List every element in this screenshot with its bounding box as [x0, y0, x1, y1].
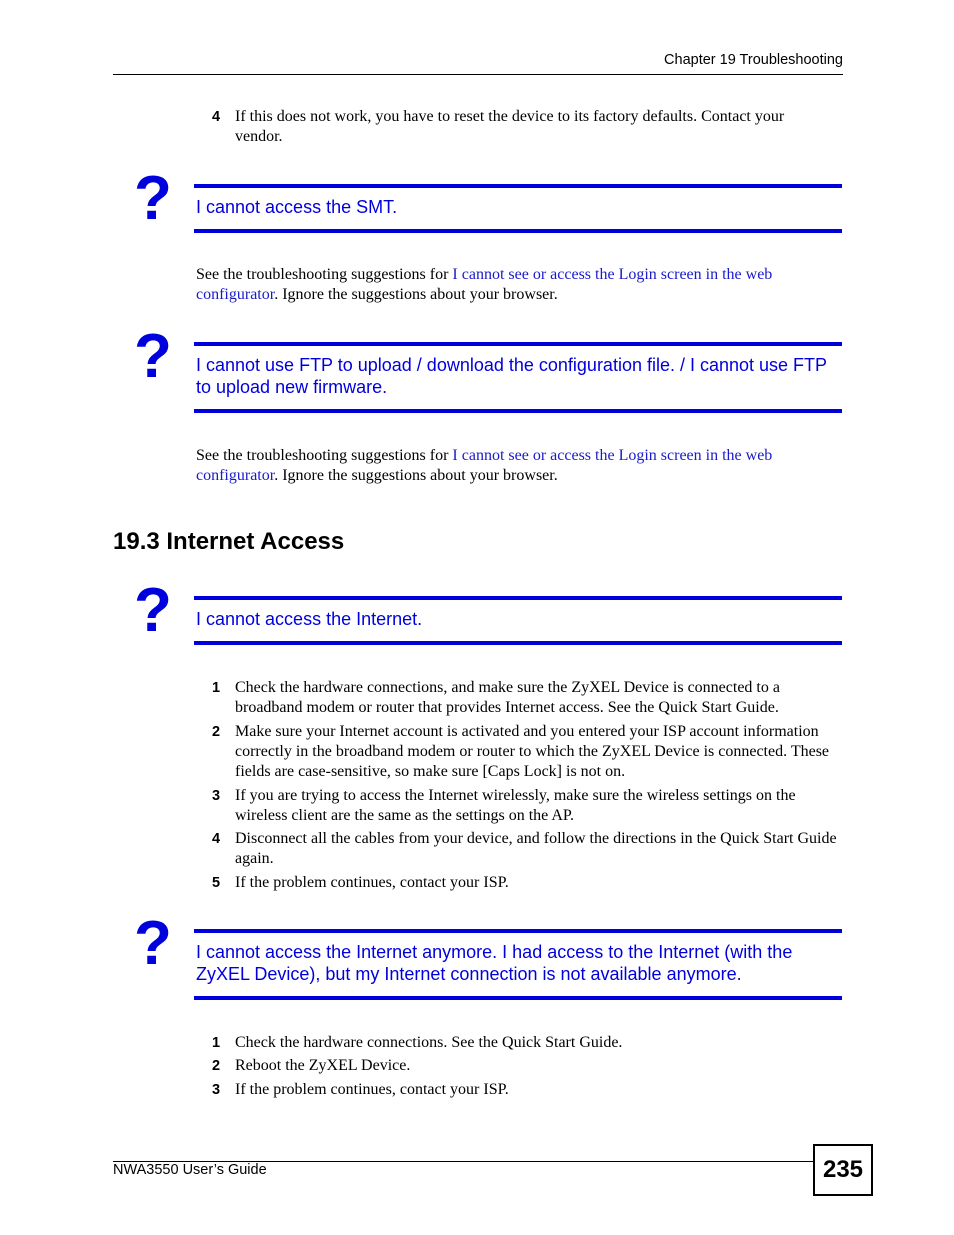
question-bottom-rule: [194, 409, 842, 413]
question-mark-icon: ?: [134, 322, 172, 391]
question-top-rule: [194, 596, 842, 600]
question-title: I cannot use FTP to upload / download the configuration file. / I cannot use FTP to upload new firmware.: [196, 355, 827, 397]
step-number: 4: [212, 109, 221, 125]
question-mark-icon: ?: [134, 576, 172, 645]
step-text: If the problem continues, contact your ISP.: [235, 1081, 509, 1098]
answer-paragraph: [196, 265, 826, 305]
cross-reference-link[interactable]: I cannot see or access the Login screen in the web configurator: [196, 447, 773, 484]
step-number: 5: [212, 875, 221, 891]
step-text: Check the hardware connections. See the Quick Start Guide.: [235, 1034, 623, 1051]
header-rule: [113, 74, 843, 75]
question-title: I cannot access the SMT.: [196, 197, 398, 217]
footer-guide-title: NWA3550 User’s Guide: [113, 1162, 267, 1178]
step-text: Make sure your Internet account is activated and you entered your ISP account information correctly in the broadband modem or router to which the ZyXEL Device is connected. These fields are case-sensitive, so make sure [Caps Lock] is not on.: [235, 723, 830, 780]
step-text: If this does not work, you have to reset the device to its factory defaults. Contact your vendor.: [235, 108, 785, 145]
answer-text: See the troubleshooting suggestions for: [196, 447, 453, 464]
question-top-rule: [194, 929, 842, 933]
step-text: If the problem continues, contact your ISP.: [235, 874, 509, 891]
step-number: 2: [212, 1058, 221, 1074]
question-bottom-rule: [194, 641, 842, 645]
question-title: I cannot access the Internet anymore. I had access to the Internet (with the ZyXEL Device), but my Internet connection is not available anymore.: [196, 942, 793, 984]
answer-text: . Ignore the suggestions about your browser.: [274, 286, 558, 303]
section-heading: 19.3 Internet Access: [113, 528, 345, 555]
step-text: If you are trying to access the Internet wirelessly, make sure the wireless settings on the wireless client are the same as the settings on the AP.: [235, 787, 796, 824]
step-text: Reboot the ZyXEL Device.: [235, 1057, 411, 1074]
cross-reference-link[interactable]: I cannot see or access the Login screen in the web configurator: [196, 266, 773, 303]
page-number: 235: [813, 1144, 873, 1196]
step-number: 1: [212, 1035, 221, 1051]
question-top-rule: [194, 184, 842, 188]
step-text: Disconnect all the cables from your device, and follow the directions in the Quick Start Guide again.: [235, 830, 837, 867]
step-number: 3: [212, 1082, 221, 1098]
answer-text: . Ignore the suggestions about your browser.: [274, 467, 558, 484]
step-number: 2: [212, 724, 221, 740]
running-header: Chapter 19 Troubleshooting: [664, 52, 843, 68]
step-text: Check the hardware connections, and make sure the ZyXEL Device is connected to a broadband modem or router that provides Internet access. See the Quick Start Guide.: [235, 679, 780, 716]
question-mark-icon: ?: [134, 909, 172, 978]
step-number: 1: [212, 680, 221, 696]
question-title: I cannot access the Internet.: [196, 609, 423, 629]
question-bottom-rule: [194, 229, 842, 233]
question-bottom-rule: [194, 996, 842, 1000]
step-number: 4: [212, 831, 221, 847]
question-mark-icon: ?: [134, 164, 172, 233]
step-number: 3: [212, 788, 221, 804]
answer-text: See the troubleshooting suggestions for: [196, 266, 453, 283]
question-top-rule: [194, 342, 842, 346]
answer-paragraph: [196, 446, 826, 486]
